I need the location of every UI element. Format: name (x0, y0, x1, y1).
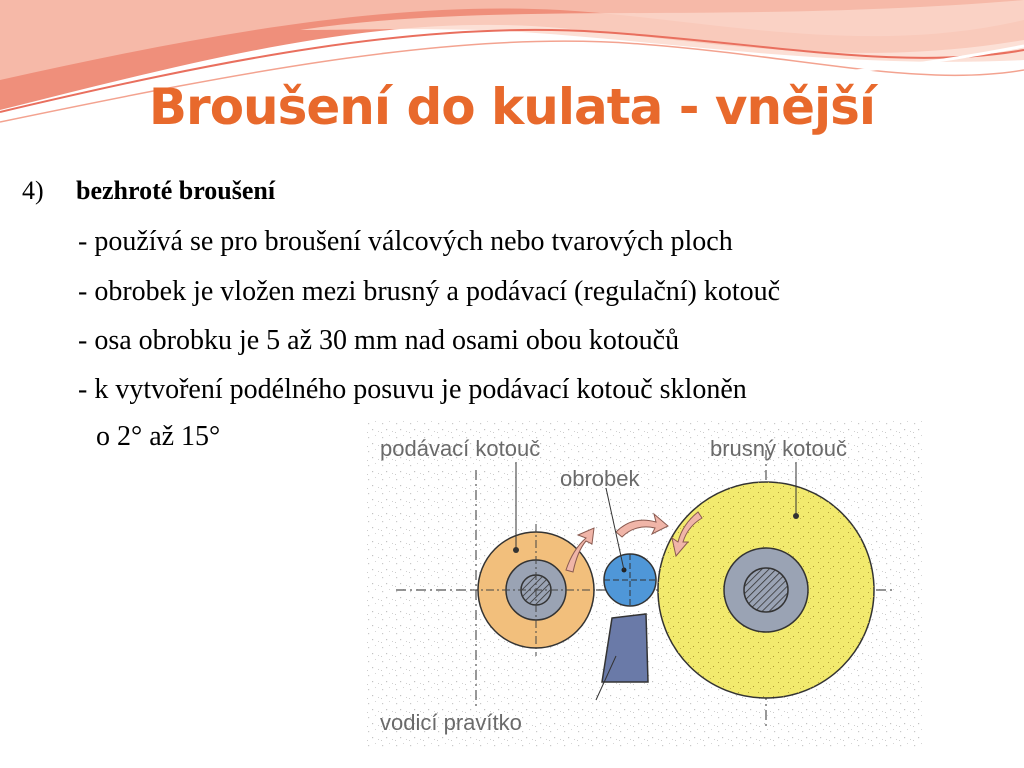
workpiece (604, 554, 656, 606)
list-item-heading: bezhroté broušení (76, 176, 276, 205)
grinding-wheel-label: brusný kotouč (710, 436, 847, 461)
feed-wheel-label: podávací kotouč (380, 436, 541, 461)
bullet-point: - k vytvoření podélného posuvu je podávací kotouč skloněn (78, 374, 747, 405)
bullet-point: - osa obrobku je 5 až 30 mm nad osami obou kotoučů (78, 325, 680, 356)
workpiece-label: obrobek (560, 466, 640, 491)
bullet-point: - obrobek je vložen mezi brusný a podávací (regulační) kotouč (78, 276, 781, 307)
slide-title: Broušení do kulata - vnější (148, 78, 876, 136)
centerless-grinding-diagram (366, 420, 924, 750)
bullet-continuation: o 2° až 15° (96, 421, 221, 452)
guide-rail-label: vodicí pravítko (380, 710, 522, 735)
list-item-number: 4) (22, 176, 44, 205)
bullet-point: - používá se pro broušení válcových nebo tvarových ploch (78, 226, 733, 257)
grinding-wheel (658, 482, 874, 698)
